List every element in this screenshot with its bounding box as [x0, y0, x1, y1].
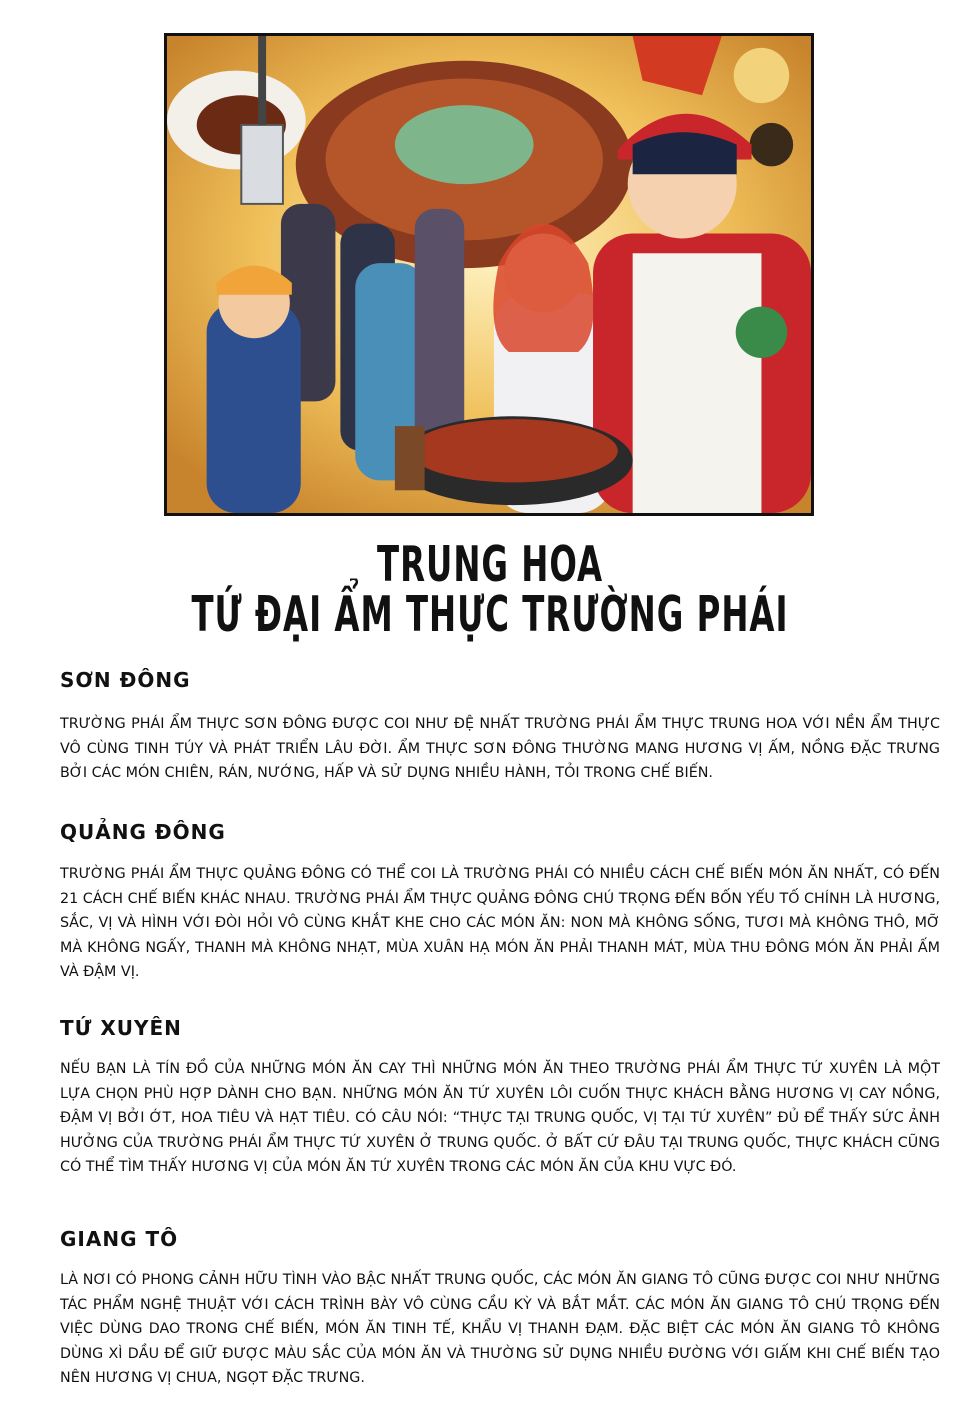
section-body-tu-xuyen: NẾU BẠN LÀ TÍN ĐỒ CỦA NHỮNG MÓN ĂN CAY THÌ NHỮNG MÓN ĂN THEO TRƯỜNG PHÁI ẨM THỰC TỨ XUYÊN LÀ MỘT LỰA CHỌN PHÙ HỢP DÀNH CHO BẠN. NHỮNG MÓN ĂN TỨ XUYÊN LÔI CUỐN THỰC KHÁCH BẰNG HƯƠNG VỊ CAY NỒNG, ĐẬM VỊ BỞI ỚT, HOA TIÊU VÀ HẠT TIÊU. CÓ CÂU NÓI: “THỰC TẠI TRUNG QUỐC, VỊ TẠI TỨ XUYÊN” ĐỦ ĐỂ THẤY SỨC ẢNH HƯỞNG CỦA TRƯỜNG PHÁI ẨM THỰC TỨ XUYÊN Ở TRUNG QUỐC. Ở BẤT CỨ ĐÂU TẠI TRUNG QUỐC, THỰC KHÁCH CŨNG CÓ THỂ TÌM THẤY HƯƠNG VỊ CỦA MÓN ĂN TỨ XUYÊN TRONG CÁC MÓN ĂN CỦA KHU VỰC ĐÓ.: [60, 1061, 940, 1175]
section-heading-quang-dong: QUẢNG ĐÔNG: [60, 820, 226, 844]
section-heading-giang-to: GIANG TÔ: [60, 1227, 179, 1251]
section-body-son-dong: TRƯỜNG PHÁI ẨM THỰC SƠN ĐÔNG ĐƯỢC COI NHƯ ĐỆ NHẤT TRƯỜNG PHÁI ẨM THỰC TRUNG HOA VỚI NỀN ẨM THỰC VÔ CÙNG TINH TÚY VÀ PHÁT TRIỂN LÂU ĐỜI. ẨM THỰC SƠN ĐÔNG THƯỜNG MANG HƯƠNG VỊ ẤM, NỒNG ĐẶC TRƯNG BỞI CÁC MÓN CHIÊN, RÁN, NƯỚNG, HẤP VÀ SỬ DỤNG NHIỀU HÀNH, TỎI TRONG CHẾ BIẾN.: [60, 716, 940, 781]
manga-artwork-image: [167, 36, 811, 513]
section-heading-tu-xuyen: TỨ XUYÊN: [60, 1016, 182, 1040]
section-heading-son-dong: SƠN ĐÔNG: [60, 668, 191, 692]
section-body-giang-to: LÀ NƠI CÓ PHONG CẢNH HỮU TÌNH VÀO BẬC NHẤT TRUNG QUỐC, CÁC MÓN ĂN GIANG TÔ CŨNG ĐƯỢC COI NHƯ NHỮNG TÁC PHẨM NGHỆ THUẬT VỚI CÁCH TRÌNH BÀY VÔ CÙNG CẦU KỲ VÀ BẮT MẮT. CÁC MÓN ĂN GIANG TÔ CHÚ TRỌNG ĐẾN VIỆC DÙNG DAO TRONG CHẾ BIẾN, MÓN ĂN TINH TẾ, KHẨU VỊ THANH ĐẠM. ĐẶC BIỆT CÁC MÓN ĂN GIANG TÔ KHÔNG DÙNG XÌ DẦU ĐỂ GIỮ ĐƯỢC MÀU SẮC CỦA MÓN ĂN VÀ THƯỜNG SỬ DỤNG NHIỀU ĐƯỜNG VỚI GIẤM KHI CHẾ BIẾN TẠO NÊN HƯƠNG VỊ CHUA, NGỌT ĐẶC TRƯNG.: [60, 1272, 940, 1386]
cover-illustration: [164, 33, 814, 516]
section-body-quang-dong: TRƯỜNG PHÁI ẨM THỰC QUẢNG ĐÔNG CÓ THỂ COI LÀ TRƯỜNG PHÁI CÓ NHIỀU CÁCH CHẾ BIẾN MÓN ĂN NHẤT, CÓ ĐẾN 21 CÁCH CHẾ BIẾN KHÁC NHAU. TRƯỜNG PHÁI ẨM THỰC QUẢNG ĐÔNG CHÚ TRỌNG ĐẾN BỐN YẾU TỐ CHÍNH LÀ HƯƠNG, SẮC, VỊ VÀ HÌNH VỚI ĐÒI HỎI VÔ CÙNG KHẮT KHE CHO CÁC MÓN ĂN: NON MÀ KHÔNG SỐNG, TƯƠI MÀ KHÔNG THÔ, MỠ MÀ KHÔNG NGẤY, THANH MÀ KHÔNG NHẠT, MÙA XUÂN HẠ MÓN ĂN PHẢI THANH MÁT, MÙA THU ĐÔNG MÓN ĂN PHẢI ẤM VÀ ĐẬM VỊ.: [60, 866, 940, 980]
page-title-line1: TRUNG HOA: [376, 538, 604, 594]
page-title-line2: TỨ ĐẠI ẨM THỰC TRƯỜNG PHÁI: [191, 588, 789, 644]
